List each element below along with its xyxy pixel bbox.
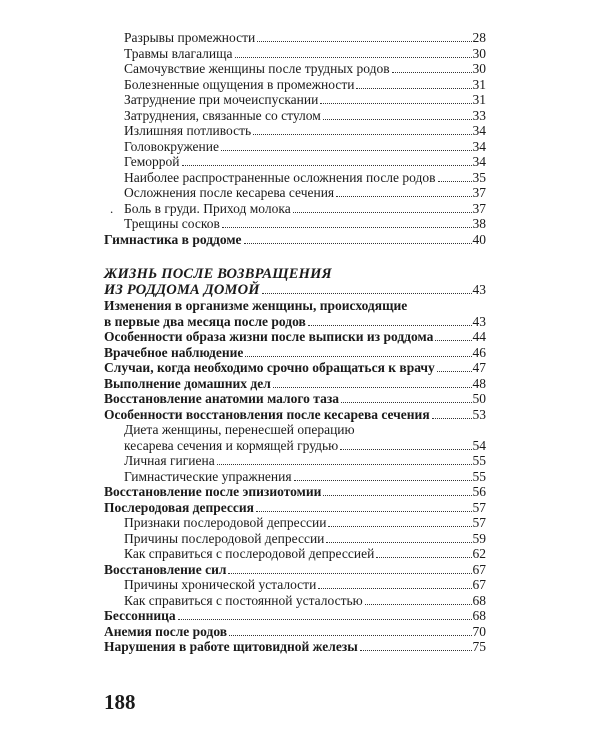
toc-entry-diet: кесарева сечения и кормящей грудью 54 [124, 437, 486, 453]
toc-entry-dizziness: Головокружение 34 [124, 138, 486, 154]
toc-entry-stool: Затруднения, связанные со стулом 33 [124, 107, 486, 123]
toc-entry-diet-line1: Диета женщины, перенесшей операцию [124, 422, 355, 437]
toc-entry-cesarean-recovery: Особенности восстановления после кесарева сечения 53 [104, 406, 486, 422]
toc-entry-fatigue-causes: Причины хронической усталости 67 [124, 577, 486, 592]
toc-entry-insomnia: Бессонница 68 [104, 608, 486, 623]
section-title-line2: ИЗ РОДДОМА ДОМОЙ 43 [104, 282, 486, 298]
toc-entry-pelvis: Восстановление анатомии малого таза 50 [104, 391, 486, 406]
toc-entry-perineal-pain: Болезненные ощущения в промежности 31 [124, 76, 486, 92]
toc-entry-depression-signs: Признаки послеродовой депрессии 57 [124, 515, 486, 530]
toc-entry-cesarean-complications: Осложнения после кесарева сечения 37 [124, 185, 486, 200]
toc-entry-thyroid: Нарушения в работе щитовидной железы 75 [104, 639, 486, 654]
toc-entry-anemia: Анемия после родов 70 [104, 623, 486, 639]
toc-entry-urgent: Случаи, когда необходимо срочно обращаться к врачу 47 [104, 360, 486, 375]
toc-entry-wellbeing: Самочувствие женщины после трудных родов 30 [124, 61, 486, 76]
toc-entry-depression-causes: Причины послеродовой депрессии 59 [124, 530, 486, 546]
toc-entry-nipple-cracks: Трещины сосков 38 [124, 216, 486, 231]
toc-entry-hemorrhoids: Геморрой 34 [124, 154, 486, 169]
toc-entry-episiotomy: Восстановление после эпизиотомии 56 [104, 484, 486, 499]
toc-entry-body-changes: в первые два месяца после родов 43 [104, 313, 486, 329]
dot-leader [257, 41, 471, 42]
page-number: 188 [104, 690, 136, 714]
toc-entry-vaginal-injuries: Травмы влагалища 30 [124, 45, 486, 61]
toc-entry-lifestyle: Особенности образа жизни после выписки из роддома 44 [104, 329, 486, 344]
stray-mark: . [110, 200, 114, 216]
toc-entry-breast-pain: . Боль в груди. Приход молока 37 [110, 200, 486, 216]
section-title-line1: ЖИЗНЬ ПОСЛЕ ВОЗВРАЩЕНИЯ [104, 266, 332, 282]
toc-entry-urination: Затруднение при мочеиспускании 31 [124, 92, 486, 107]
table-of-contents [104, 30, 486, 655]
toc-entry-depression-cope: Как справиться с послеродовой депрессией 62 [124, 546, 486, 561]
toc-entry-body-changes-line1: Изменения в организме женщины, происходящие [104, 298, 408, 313]
toc-entry-hygiene: Личная гигиена 55 [124, 453, 486, 468]
toc-entry-housework: Выполнение домашних дел 48 [104, 375, 486, 391]
toc-entry-sweating: Излишняя потливость 34 [124, 123, 486, 138]
toc-entry-fatigue-cope: Как справиться с постоянной усталостью 68 [124, 592, 486, 608]
toc-entry-medical: Врачебное наблюдение 46 [104, 344, 486, 360]
toc-entry-depression: Послеродовая депрессия 57 [104, 499, 486, 515]
toc-entry-strength: Восстановление сил 67 [104, 561, 486, 577]
toc-entry-maternity-gymnastics: Гимнастика в роддоме 40 [104, 231, 486, 247]
toc-entry-complications: Наиболее распространенные осложнения после родов 35 [124, 169, 486, 185]
toc-entry-perineal-tears: Разрывы промежности 28 [124, 30, 486, 45]
toc-entry-exercises: Гимнастические упражнения 55 [124, 468, 486, 484]
